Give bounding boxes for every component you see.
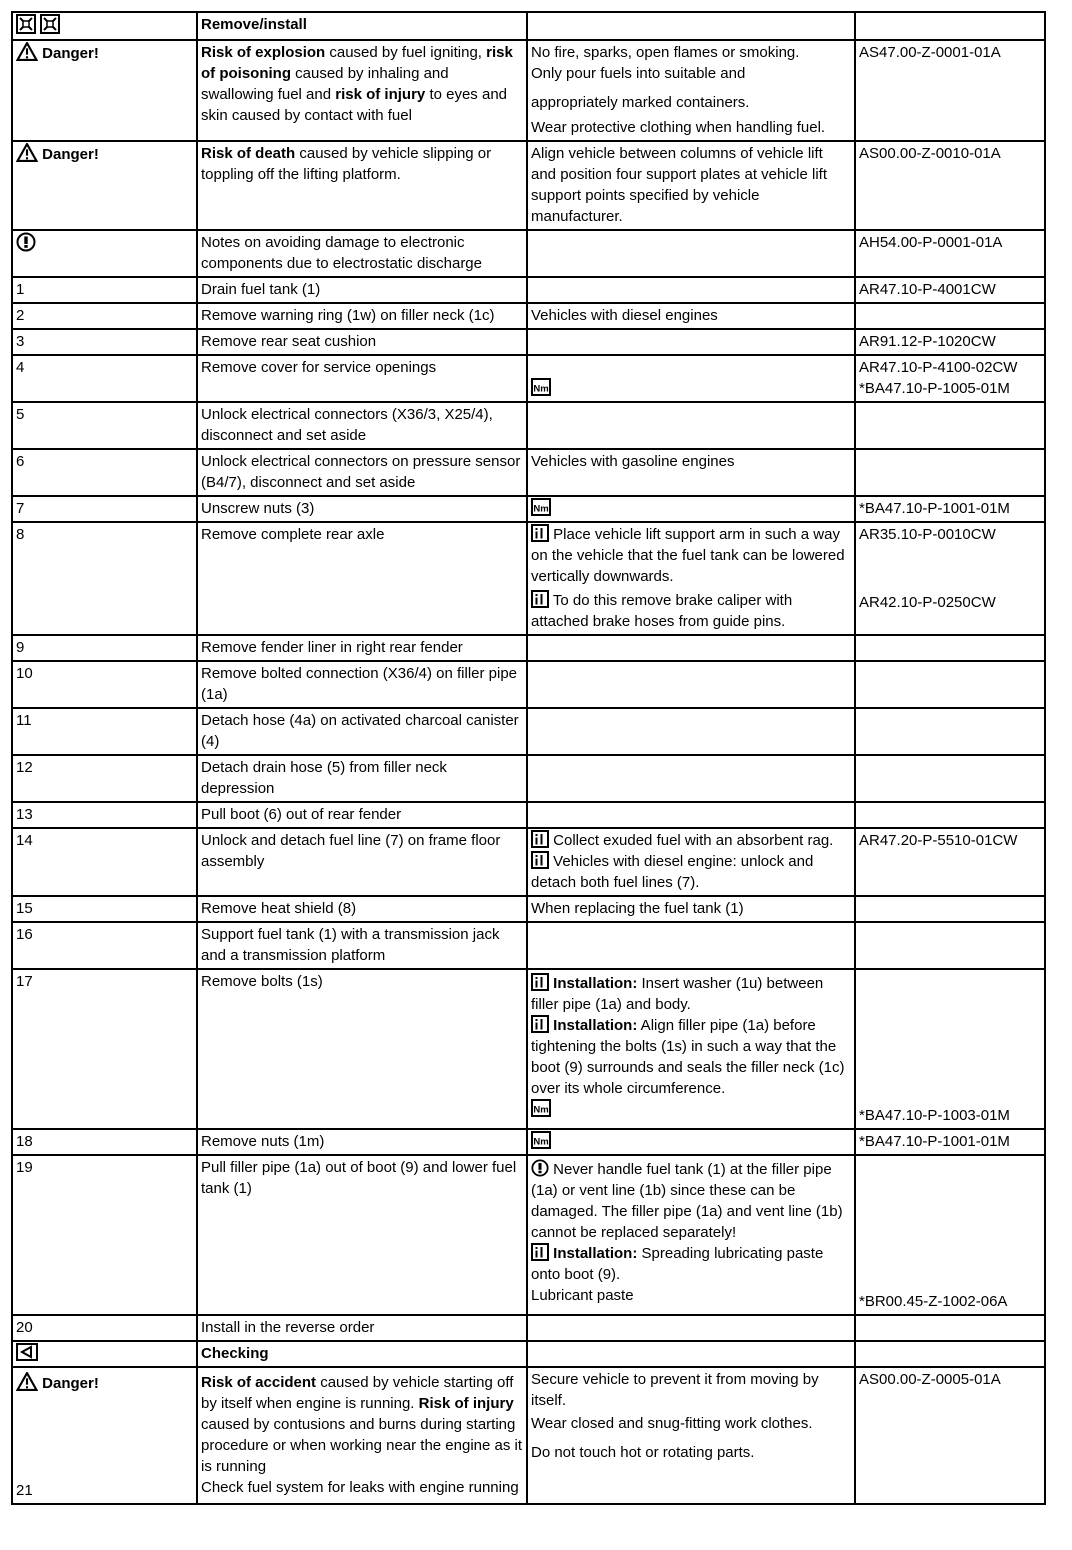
- step-row: [12, 277, 1045, 303]
- danger-note: Wear closed and snug-fitting work clothes.: [531, 1415, 813, 1432]
- step-note: Lubricant paste: [531, 1287, 634, 1304]
- step-number: 14: [12, 828, 197, 896]
- step-text: Install in the reverse order: [197, 1315, 527, 1341]
- step-note: Never handle fuel tank (1) at the filler pipe (1a) or vent line (1b) since these can be damaged. The filler pipe (1a) and vent line (1b) cannot be replaced separately!: [531, 1161, 843, 1241]
- step-row: [12, 402, 1045, 449]
- danger-label: Danger!: [42, 146, 99, 163]
- step-row: [12, 828, 1045, 896]
- step-row: [12, 1315, 1045, 1341]
- step-number: 6: [12, 449, 197, 496]
- tool-install-icon: [40, 14, 60, 34]
- danger-text: Risk of accident caused by vehicle starting off by itself when engine is running. Risk of injury caused by contusions and burns during starting procedure or when working near the engine as it is running: [201, 1374, 523, 1475]
- tool-remove-icon: [16, 14, 36, 34]
- step-row: [12, 1129, 1045, 1155]
- step-text: Unscrew nuts (3): [197, 496, 527, 522]
- step-note: Align filler pipe (1a) before tightening the bolts (1s) in such a way that the boot (9) surrounds and seals the filler neck (1c) over its whole circumference.: [531, 1017, 845, 1097]
- step-number: 12: [12, 755, 197, 802]
- reference-code: AS47.00-Z-0001-01A: [855, 40, 1045, 141]
- torque-nm-icon: [531, 498, 551, 516]
- danger-row-explosion: [12, 40, 1045, 141]
- table-header-row: [12, 12, 1045, 40]
- step-text: Remove warning ring (1w) on filler neck (1c): [197, 303, 527, 329]
- installation-label: Installation:: [553, 1017, 638, 1034]
- step-number: 13: [12, 802, 197, 828]
- info-icon: [531, 1015, 549, 1033]
- step-text: Unlock electrical connectors (X36/3, X25/4), disconnect and set aside: [197, 402, 527, 449]
- torque-nm-icon: [531, 1131, 551, 1149]
- reference-code: *BA47.10-P-1003-01M: [859, 1107, 1010, 1124]
- step-text: Remove nuts (1m): [197, 1129, 527, 1155]
- step-note: Place vehicle lift support arm in such a way on the vehicle that the fuel tank can be lowered vertically downwards.: [531, 526, 845, 585]
- reference-code: *BA47.10-P-1001-01M: [855, 496, 1045, 522]
- step-row: [12, 661, 1045, 708]
- step-row: [12, 969, 1045, 1129]
- warning-icon: [16, 143, 38, 162]
- info-icon: [531, 524, 549, 542]
- step-text: Pull boot (6) out of rear fender: [197, 802, 527, 828]
- danger-notes: Align vehicle between columns of vehicle lift and position four support plates at vehicle lift support points specified by vehicle manufacturer.: [527, 141, 855, 230]
- header-remove-install: Remove/install: [197, 12, 527, 40]
- reference-code: AR47.10-P-4001CW: [855, 277, 1045, 303]
- step-text: Drain fuel tank (1): [197, 277, 527, 303]
- step-number: 20: [12, 1315, 197, 1341]
- step-row: [12, 522, 1045, 635]
- info-icon: [531, 590, 549, 608]
- danger-text: Risk of explosion caused by fuel igniting, risk of poisoning caused by inhaling and swallowing fuel and risk of injury to eyes and skin caused by contact with fuel: [197, 40, 527, 141]
- step-number: 1: [12, 277, 197, 303]
- reference-code: AS00.00-Z-0005-01A: [855, 1367, 1045, 1504]
- step-note: Insert washer (1u) between filler pipe (1a) and body.: [531, 975, 824, 1013]
- danger-note: Do not touch hot or rotating parts.: [531, 1444, 755, 1461]
- checking-title: Checking: [197, 1341, 527, 1367]
- step-number: 18: [12, 1129, 197, 1155]
- step-number: 21: [16, 1482, 33, 1499]
- step-text: Support fuel tank (1) with a transmission jack and a transmission platform: [197, 922, 527, 969]
- step-row: [12, 1155, 1045, 1315]
- step-row: [12, 449, 1045, 496]
- step-text: Remove heat shield (8): [197, 896, 527, 922]
- reference-code: AS00.00-Z-0010-01A: [855, 141, 1045, 230]
- step-number: 9: [12, 635, 197, 661]
- step-row: [12, 635, 1045, 661]
- removal-icons: [12, 12, 197, 40]
- step-text: Pull filler pipe (1a) out of boot (9) and lower fuel tank (1): [197, 1155, 527, 1315]
- step-row: [12, 303, 1045, 329]
- step-note: Vehicles with gasoline engines: [527, 449, 855, 496]
- step-number: 7: [12, 496, 197, 522]
- danger-row-checking: [12, 1367, 1045, 1504]
- info-icon: [531, 830, 549, 848]
- step-note: To do this remove brake caliper with attached brake hoses from guide pins.: [531, 592, 793, 630]
- step-number: 17: [12, 969, 197, 1129]
- step-number: 11: [12, 708, 197, 755]
- step-row: [12, 329, 1045, 355]
- danger-text: Risk of death caused by vehicle slipping or toppling off the lifting platform.: [197, 141, 527, 230]
- step-text: Check fuel system for leaks with engine running: [201, 1479, 519, 1496]
- header-empty-3: [527, 12, 855, 40]
- step-text: Remove bolts (1s): [197, 969, 527, 1129]
- step-number: 19: [12, 1155, 197, 1315]
- step-note: Spreading lubricating paste onto boot (9).: [531, 1245, 824, 1283]
- header-empty-4: [855, 12, 1045, 40]
- reference-code: AH54.00-P-0001-01A: [855, 230, 1045, 277]
- step-number: 4: [12, 355, 197, 402]
- esd-notice-icon: [531, 1159, 549, 1177]
- reference-code: AR91.12-P-1020CW: [855, 329, 1045, 355]
- info-icon: [531, 1243, 549, 1261]
- checking-header-row: [12, 1341, 1045, 1367]
- danger-label: Danger!: [42, 45, 99, 62]
- step-text: Remove complete rear axle: [197, 522, 527, 635]
- esd-row: [12, 230, 1045, 277]
- step-text: Remove rear seat cushion: [197, 329, 527, 355]
- reference-code: AR42.10-P-0250CW: [859, 594, 996, 611]
- step-number: 8: [12, 522, 197, 635]
- danger-notes: No fire, sparks, open flames or smoking. Only pour fuels into suitable and appropriately marked containers. Wear protective clothing when handling fuel.: [527, 40, 855, 141]
- step-text: Remove cover for service openings: [197, 355, 527, 402]
- step-number: 10: [12, 661, 197, 708]
- step-text: Unlock and detach fuel line (7) on frame floor assembly: [197, 828, 527, 896]
- torque-nm-icon: [531, 1099, 551, 1117]
- warning-icon: [16, 1372, 38, 1391]
- step-number: 5: [12, 402, 197, 449]
- reference-code: AR47.10-P-4100-02CW: [859, 359, 1018, 376]
- step-row: [12, 755, 1045, 802]
- step-text: Unlock electrical connectors on pressure sensor (B4/7), disconnect and set aside: [197, 449, 527, 496]
- step-row: [12, 922, 1045, 969]
- esd-notice-icon: [16, 232, 36, 252]
- step-number: 16: [12, 922, 197, 969]
- reference-code: *BA47.10-P-1001-01M: [855, 1129, 1045, 1155]
- info-icon: [531, 973, 549, 991]
- reference-code: AR35.10-P-0010CW: [859, 526, 996, 543]
- warning-icon: [16, 42, 38, 61]
- step-note: When replacing the fuel tank (1): [527, 896, 855, 922]
- installation-label: Installation:: [553, 1245, 638, 1262]
- step-text: Remove bolted connection (X36/4) on filler pipe (1a): [197, 661, 527, 708]
- step-text: Remove fender liner in right rear fender: [197, 635, 527, 661]
- procedure-table: [11, 11, 1046, 1505]
- danger-note: Secure vehicle to prevent it from moving by itself.: [531, 1371, 819, 1409]
- step-row: [12, 355, 1045, 402]
- reference-code: *BA47.10-P-1005-01M: [859, 380, 1010, 397]
- info-icon: [531, 851, 549, 869]
- reference-code: *BR00.45-Z-1002-06A: [859, 1293, 1008, 1310]
- step-number: 2: [12, 303, 197, 329]
- step-text: Detach drain hose (5) from filler neck depression: [197, 755, 527, 802]
- step-row: [12, 896, 1045, 922]
- esd-text: Notes on avoiding damage to electronic components due to electrostatic discharge: [197, 230, 527, 277]
- step-note: Vehicles with diesel engine: unlock and detach both fuel lines (7).: [531, 853, 814, 891]
- torque-nm-icon: [531, 378, 551, 396]
- reference-code: AR47.20-P-5510-01CW: [855, 828, 1045, 896]
- step-note: Vehicles with diesel engines: [527, 303, 855, 329]
- step-number: 15: [12, 896, 197, 922]
- danger-label: Danger!: [42, 1375, 99, 1392]
- step-note: Collect exuded fuel with an absorbent rag.: [549, 832, 834, 849]
- step-row: [12, 802, 1045, 828]
- step-text: Detach hose (4a) on activated charcoal canister (4): [197, 708, 527, 755]
- installation-label: Installation:: [553, 975, 638, 992]
- checking-icon: [16, 1343, 38, 1361]
- step-number: 3: [12, 329, 197, 355]
- step-row: [12, 496, 1045, 522]
- danger-row-lift: [12, 141, 1045, 230]
- step-row: [12, 708, 1045, 755]
